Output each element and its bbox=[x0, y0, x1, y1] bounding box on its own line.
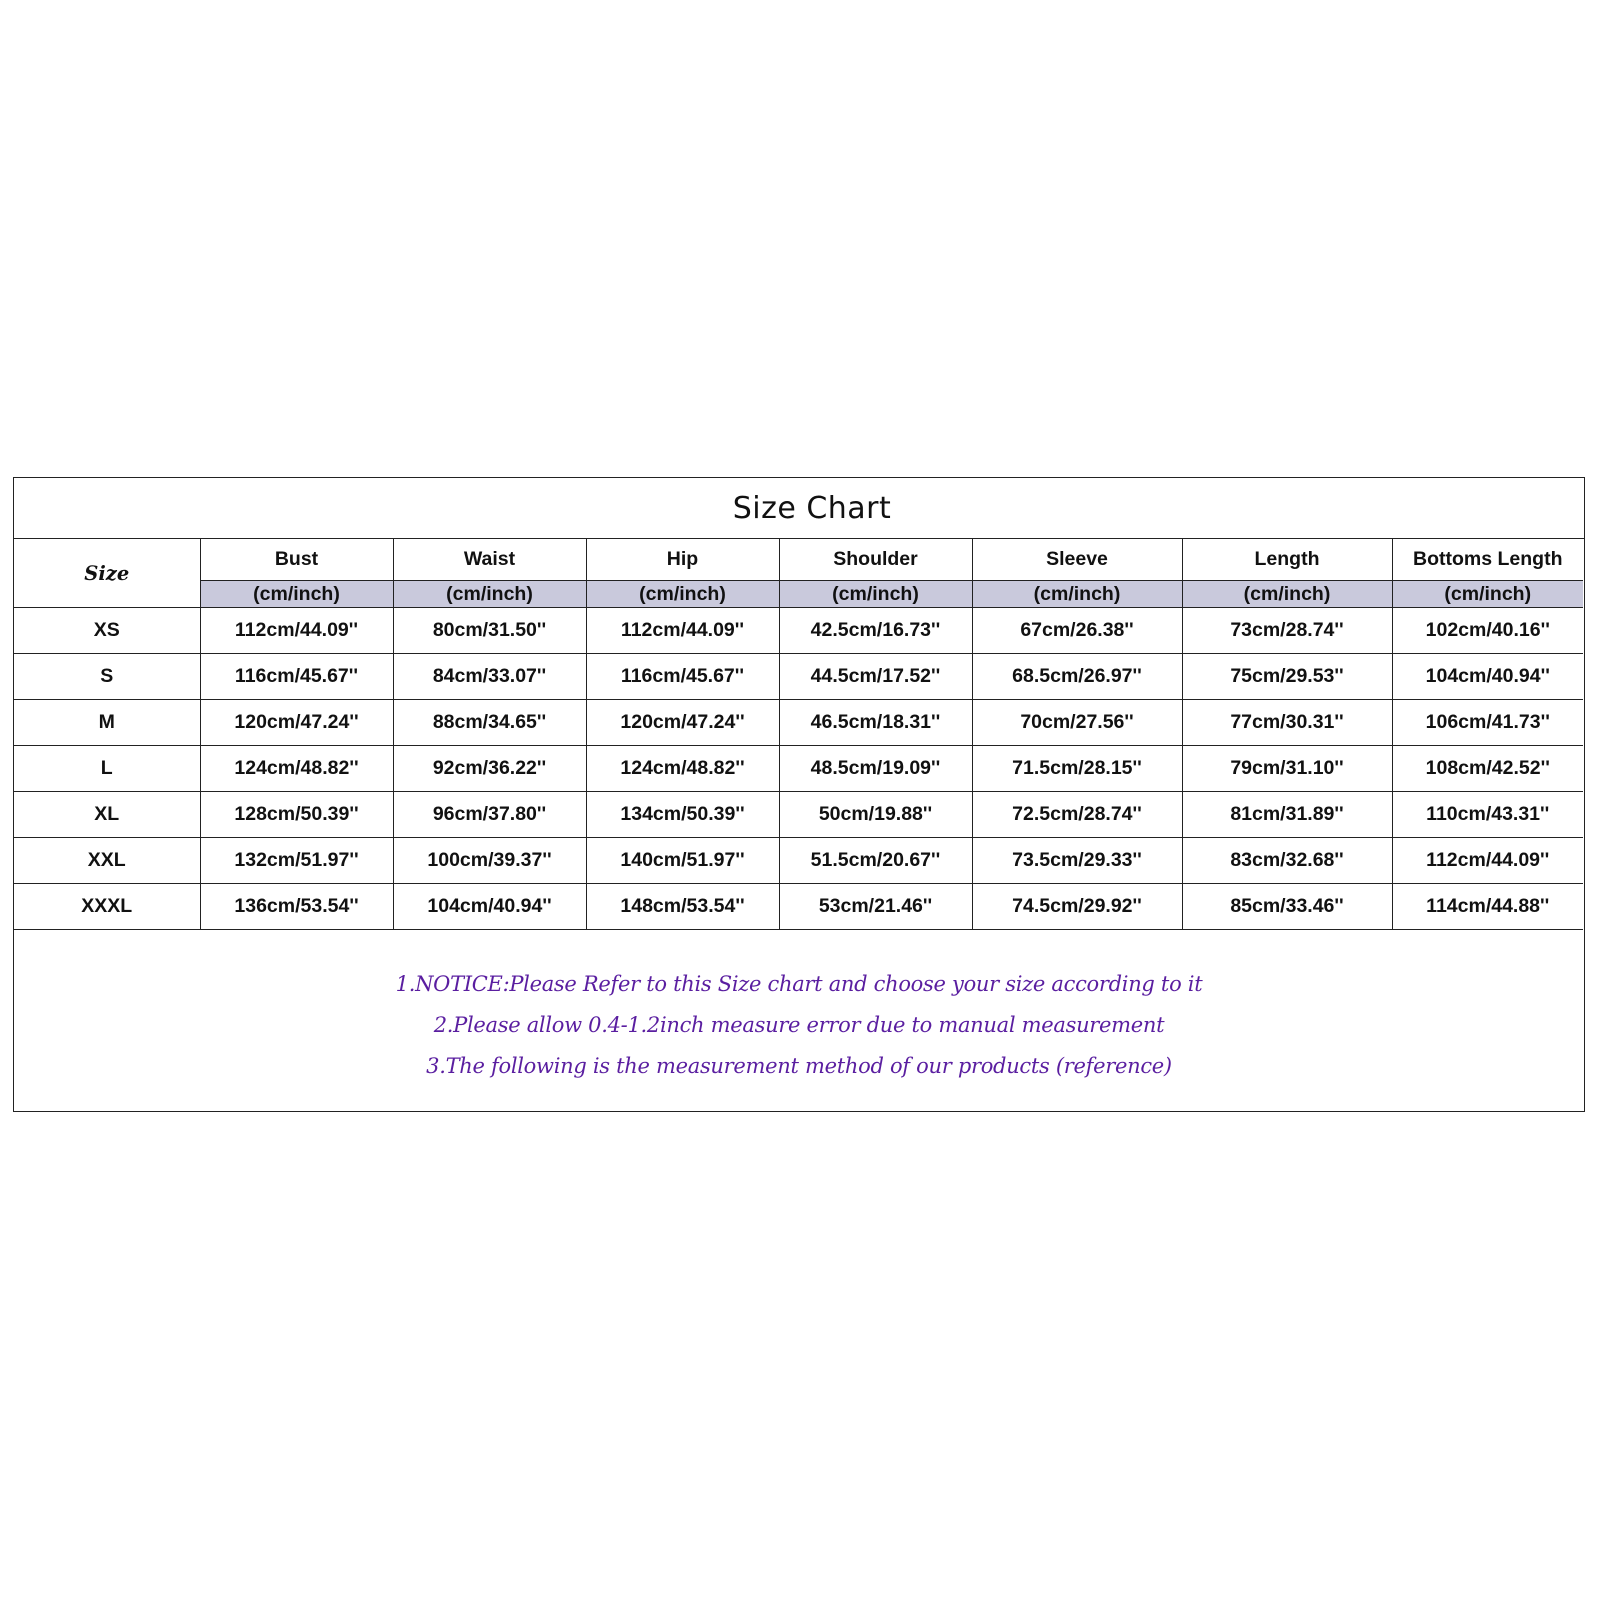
column-header-shoulder: Shoulder bbox=[779, 539, 972, 581]
measurement-cell: 71.5cm/28.15'' bbox=[972, 746, 1182, 792]
measurement-cell: 102cm/40.16'' bbox=[1392, 608, 1583, 654]
measurement-cell: 44.5cm/17.52'' bbox=[779, 654, 972, 700]
measurement-cell: 132cm/51.97'' bbox=[200, 838, 393, 884]
size-label: M bbox=[14, 700, 200, 746]
size-table bbox=[14, 539, 1583, 930]
unit-label: (cm/inch) bbox=[779, 581, 972, 608]
table-row bbox=[14, 654, 1583, 700]
measurement-cell: 84cm/33.07'' bbox=[393, 654, 586, 700]
measurement-cell: 128cm/50.39'' bbox=[200, 792, 393, 838]
measurement-cell: 83cm/32.68'' bbox=[1182, 838, 1392, 884]
measurement-cell: 110cm/43.31'' bbox=[1392, 792, 1583, 838]
measurement-cell: 81cm/31.89'' bbox=[1182, 792, 1392, 838]
measurement-cell: 116cm/45.67'' bbox=[586, 654, 779, 700]
measurement-cell: 108cm/42.52'' bbox=[1392, 746, 1583, 792]
measurement-cell: 124cm/48.82'' bbox=[586, 746, 779, 792]
unit-label: (cm/inch) bbox=[1392, 581, 1583, 608]
measurement-cell: 88cm/34.65'' bbox=[393, 700, 586, 746]
measurement-cell: 140cm/51.97'' bbox=[586, 838, 779, 884]
measurement-cell: 100cm/39.37'' bbox=[393, 838, 586, 884]
measurement-cell: 124cm/48.82'' bbox=[200, 746, 393, 792]
measurement-cell: 75cm/29.53'' bbox=[1182, 654, 1392, 700]
measurement-cell: 48.5cm/19.09'' bbox=[779, 746, 972, 792]
header-row bbox=[14, 539, 1583, 581]
measurement-cell: 53cm/21.46'' bbox=[779, 884, 972, 930]
measurement-cell: 104cm/40.94'' bbox=[1392, 654, 1583, 700]
table-row bbox=[14, 838, 1583, 884]
table-row bbox=[14, 884, 1583, 930]
measurement-cell: 79cm/31.10'' bbox=[1182, 746, 1392, 792]
size-chart bbox=[13, 477, 1585, 1112]
measurement-cell: 120cm/47.24'' bbox=[200, 700, 393, 746]
measurement-cell: 114cm/44.88'' bbox=[1392, 884, 1583, 930]
measurement-cell: 80cm/31.50'' bbox=[393, 608, 586, 654]
unit-label: (cm/inch) bbox=[586, 581, 779, 608]
measurement-cell: 92cm/36.22'' bbox=[393, 746, 586, 792]
note-line-3: 3.The following is the measurement method of our products (reference) bbox=[426, 1053, 1172, 1078]
measurement-cell: 134cm/50.39'' bbox=[586, 792, 779, 838]
measurement-cell: 116cm/45.67'' bbox=[200, 654, 393, 700]
measurement-cell: 96cm/37.80'' bbox=[393, 792, 586, 838]
measurement-cell: 50cm/19.88'' bbox=[779, 792, 972, 838]
column-header-hip: Hip bbox=[586, 539, 779, 581]
measurement-cell: 73.5cm/29.33'' bbox=[972, 838, 1182, 884]
size-label: XXL bbox=[14, 838, 200, 884]
measurement-cell: 74.5cm/29.92'' bbox=[972, 884, 1182, 930]
measurement-cell: 70cm/27.56'' bbox=[972, 700, 1182, 746]
column-header-bottoms-length: Bottoms Length bbox=[1392, 539, 1583, 581]
measurement-cell: 106cm/41.73'' bbox=[1392, 700, 1583, 746]
note-line-2: 2.Please allow 0.4-1.2inch measure error due to manual measurement bbox=[433, 1012, 1165, 1037]
size-column-header: Size bbox=[14, 539, 200, 608]
note-line-1: 1.NOTICE:Please Refer to this Size chart and choose your size according to it bbox=[395, 971, 1203, 996]
size-label: S bbox=[14, 654, 200, 700]
measurement-cell: 112cm/44.09'' bbox=[1392, 838, 1583, 884]
measurement-cell: 120cm/47.24'' bbox=[586, 700, 779, 746]
measurement-cell: 72.5cm/28.74'' bbox=[972, 792, 1182, 838]
unit-row bbox=[14, 581, 1583, 608]
measurement-cell: 46.5cm/18.31'' bbox=[779, 700, 972, 746]
title-row bbox=[14, 478, 1584, 539]
unit-label: (cm/inch) bbox=[1182, 581, 1392, 608]
unit-label: (cm/inch) bbox=[393, 581, 586, 608]
notes-section bbox=[14, 937, 1584, 1113]
measurement-cell: 73cm/28.74'' bbox=[1182, 608, 1392, 654]
measurement-cell: 42.5cm/16.73'' bbox=[779, 608, 972, 654]
table-row bbox=[14, 792, 1583, 838]
measurement-cell: 136cm/53.54'' bbox=[200, 884, 393, 930]
size-label: XXXL bbox=[14, 884, 200, 930]
unit-label: (cm/inch) bbox=[972, 581, 1182, 608]
table-row bbox=[14, 608, 1583, 654]
table-row bbox=[14, 746, 1583, 792]
size-label: L bbox=[14, 746, 200, 792]
column-header-waist: Waist bbox=[393, 539, 586, 581]
measurement-cell: 148cm/53.54'' bbox=[586, 884, 779, 930]
measurement-cell: 112cm/44.09'' bbox=[586, 608, 779, 654]
measurement-cell: 67cm/26.38'' bbox=[972, 608, 1182, 654]
column-header-length: Length bbox=[1182, 539, 1392, 581]
measurement-cell: 104cm/40.94'' bbox=[393, 884, 586, 930]
size-label: XL bbox=[14, 792, 200, 838]
measurement-cell: 85cm/33.46'' bbox=[1182, 884, 1392, 930]
column-header-bust: Bust bbox=[200, 539, 393, 581]
chart-title: Size Chart bbox=[732, 490, 892, 526]
measurement-cell: 68.5cm/26.97'' bbox=[972, 654, 1182, 700]
measurement-cell: 51.5cm/20.67'' bbox=[779, 838, 972, 884]
measurement-cell: 112cm/44.09'' bbox=[200, 608, 393, 654]
column-header-sleeve: Sleeve bbox=[972, 539, 1182, 581]
measurement-cell: 77cm/30.31'' bbox=[1182, 700, 1392, 746]
size-label: XS bbox=[14, 608, 200, 654]
unit-label: (cm/inch) bbox=[200, 581, 393, 608]
table-row bbox=[14, 700, 1583, 746]
